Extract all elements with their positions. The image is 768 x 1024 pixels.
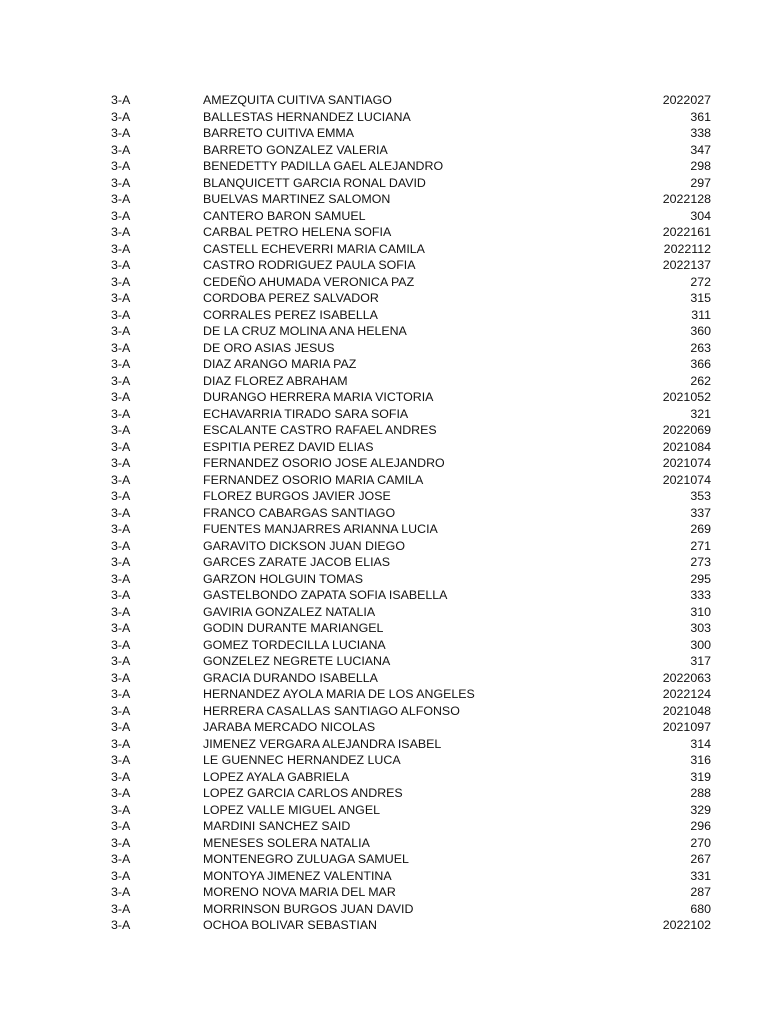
group-cell: 3-A	[111, 390, 131, 404]
student-code-cell: 2022137	[662, 258, 711, 272]
group-cell: 3-A	[111, 324, 131, 338]
group-cell: 3-A	[111, 439, 131, 454]
group-cell: 3-A	[111, 489, 131, 503]
list-row	[0, 835, 768, 852]
student-code-cell: 321	[690, 406, 711, 421]
student-name-cell: JARABA MERCADO NICOLAS	[203, 720, 376, 734]
student-code-cell: 315	[690, 291, 711, 305]
student-name-cell: DE LA CRUZ MOLINA ANA HELENA	[203, 324, 407, 338]
group-cell: 3-A	[111, 819, 131, 833]
student-name-cell: DE ORO ASIAS JESUS	[203, 340, 335, 355]
student-name-cell: CASTELL ECHEVERRI MARIA CAMILA	[203, 241, 425, 256]
student-name-cell: LOPEZ VALLE MIGUEL ANGEL	[203, 802, 380, 817]
list-row	[0, 389, 768, 406]
student-code-cell: 298	[690, 159, 711, 173]
student-name-cell: BUELVAS MARTINEZ SALOMON	[203, 192, 391, 206]
student-code-cell: 273	[690, 555, 711, 569]
student-name-cell: BLANQUICETT GARCIA RONAL DAVID	[203, 175, 426, 190]
student-name-cell: DURANGO HERRERA MARIA VICTORIA	[203, 390, 434, 404]
group-cell: 3-A	[111, 621, 131, 635]
group-cell: 3-A	[111, 637, 131, 652]
group-cell: 3-A	[111, 588, 131, 602]
student-name-cell: DIAZ FLOREZ ABRAHAM	[203, 373, 348, 388]
group-cell: 3-A	[111, 555, 131, 569]
group-cell: 3-A	[111, 720, 131, 734]
student-name-cell: LE GUENNEC HERNANDEZ LUCA	[203, 753, 401, 767]
student-code-cell: 2021074	[662, 456, 711, 470]
group-cell: 3-A	[111, 357, 131, 371]
student-name-cell: CORRALES PEREZ ISABELLA	[203, 307, 378, 322]
group-cell: 3-A	[111, 109, 131, 124]
student-code-cell: 2022063	[662, 670, 711, 685]
group-cell: 3-A	[111, 241, 131, 256]
student-name-cell: FERNANDEZ OSORIO MARIA CAMILA	[203, 472, 424, 487]
student-name-cell: GONZELEZ NEGRETE LUCIANA	[203, 654, 391, 668]
student-code-cell: 288	[690, 786, 711, 800]
list-row	[0, 868, 768, 885]
group-cell: 3-A	[111, 472, 131, 487]
student-code-cell: 2022069	[662, 423, 711, 437]
list-row	[0, 851, 768, 868]
student-code-cell: 2021048	[662, 703, 711, 718]
student-name-cell: FUENTES MANJARRES ARIANNA LUCIA	[203, 522, 438, 536]
student-code-cell: 2021097	[662, 720, 711, 734]
student-code-cell: 338	[690, 126, 711, 140]
student-code-cell: 2021052	[662, 390, 711, 404]
student-name-cell: MORRINSON BURGOS JUAN DAVID	[203, 901, 414, 916]
list-row	[0, 241, 768, 258]
student-code-cell: 2022102	[662, 918, 711, 932]
list-row	[0, 785, 768, 802]
group-cell: 3-A	[111, 786, 131, 800]
student-name-cell: ESCALANTE CASTRO RAFAEL ANDRES	[203, 423, 437, 437]
group-cell: 3-A	[111, 274, 131, 289]
list-row	[0, 224, 768, 241]
group-cell: 3-A	[111, 208, 131, 223]
list-row	[0, 142, 768, 159]
list-row	[0, 373, 768, 390]
student-name-cell: MARDINI SANCHEZ SAID	[203, 819, 351, 833]
student-name-cell: GARCES ZARATE JACOB ELIAS	[203, 555, 391, 569]
student-name-cell: MENESES SOLERA NATALIA	[203, 835, 370, 850]
student-name-cell: ECHAVARRIA TIRADO SARA SOFIA	[203, 406, 409, 421]
list-row	[0, 554, 768, 571]
student-name-cell: BARRETO GONZALEZ VALERIA	[203, 142, 388, 157]
student-name-cell: MONTENEGRO ZULUAGA SAMUEL	[203, 852, 409, 866]
student-name-cell: GAVIRIA GONZALEZ NATALIA	[203, 604, 376, 619]
group-cell: 3-A	[111, 901, 131, 916]
student-name-cell: CANTERO BARON SAMUEL	[203, 208, 366, 223]
group-cell: 3-A	[111, 604, 131, 619]
list-row	[0, 719, 768, 736]
list-row	[0, 736, 768, 753]
list-row	[0, 620, 768, 637]
student-code-cell: 2022161	[662, 225, 711, 239]
list-row	[0, 257, 768, 274]
student-name-cell: CORDOBA PEREZ SALVADOR	[203, 291, 379, 305]
list-row	[0, 505, 768, 522]
student-code-cell: 2021074	[662, 472, 711, 487]
group-cell: 3-A	[111, 456, 131, 470]
student-name-cell: LOPEZ GARCIA CARLOS ANDRES	[203, 786, 403, 800]
group-cell: 3-A	[111, 291, 131, 305]
group-cell: 3-A	[111, 505, 131, 520]
student-name-cell: GRACIA DURANDO ISABELLA	[203, 670, 378, 685]
group-cell: 3-A	[111, 687, 131, 701]
student-code-cell: 304	[690, 208, 711, 223]
student-name-cell: FERNANDEZ OSORIO JOSE ALEJANDRO	[203, 456, 445, 470]
student-code-cell: 360	[690, 324, 711, 338]
group-cell: 3-A	[111, 885, 131, 899]
student-code-cell: 262	[690, 373, 711, 388]
group-cell: 3-A	[111, 93, 131, 107]
student-name-cell: BARRETO CUITIVA EMMA	[203, 126, 355, 140]
list-row	[0, 521, 768, 538]
student-code-cell: 2022124	[662, 687, 711, 701]
student-code-cell: 295	[690, 571, 711, 586]
list-row	[0, 109, 768, 126]
student-code-cell: 2022112	[663, 241, 711, 256]
group-cell: 3-A	[111, 703, 131, 718]
list-row	[0, 323, 768, 340]
student-code-cell: 2022027	[662, 93, 711, 107]
student-name-cell: BALLESTAS HERNANDEZ LUCIANA	[203, 109, 411, 124]
group-cell: 3-A	[111, 736, 131, 751]
list-row	[0, 653, 768, 670]
list-row	[0, 455, 768, 472]
list-row	[0, 637, 768, 654]
student-name-cell: GOMEZ TORDECILLA LUCIANA	[203, 637, 386, 652]
list-row	[0, 538, 768, 555]
list-row	[0, 92, 768, 109]
student-code-cell: 310	[690, 604, 711, 619]
student-name-cell: HERNANDEZ AYOLA MARIA DE LOS ANGELES	[203, 687, 475, 701]
list-row	[0, 752, 768, 769]
group-cell: 3-A	[111, 192, 131, 206]
student-code-cell: 680	[690, 901, 711, 916]
group-cell: 3-A	[111, 126, 131, 140]
student-code-cell: 319	[690, 769, 711, 784]
student-code-cell: 2022128	[662, 192, 711, 206]
list-row	[0, 307, 768, 324]
student-name-cell: CEDEÑO AHUMADA VERONICA PAZ	[203, 274, 415, 289]
group-cell: 3-A	[111, 918, 131, 932]
group-cell: 3-A	[111, 142, 131, 157]
student-name-cell: OCHOA BOLIVAR SEBASTIAN	[203, 918, 377, 932]
list-row	[0, 686, 768, 703]
student-name-cell: LOPEZ AYALA GABRIELA	[203, 769, 350, 784]
list-row	[0, 703, 768, 720]
list-row	[0, 802, 768, 819]
list-row	[0, 670, 768, 687]
student-code-cell: 271	[690, 538, 711, 553]
student-code-cell: 297	[690, 175, 711, 190]
student-code-cell: 270	[690, 835, 711, 850]
student-name-cell: FLOREZ BURGOS JAVIER JOSE	[203, 489, 391, 503]
list-row	[0, 769, 768, 786]
student-name-cell: JIMENEZ VERGARA ALEJANDRA ISABEL	[203, 736, 442, 751]
list-row	[0, 175, 768, 192]
list-row	[0, 488, 768, 505]
list-row	[0, 340, 768, 357]
student-code-cell: 269	[690, 522, 711, 536]
list-row	[0, 439, 768, 456]
group-cell: 3-A	[111, 654, 131, 668]
list-row	[0, 587, 768, 604]
student-code-cell: 296	[690, 819, 711, 833]
student-code-cell: 314	[690, 736, 711, 751]
student-code-cell: 366	[690, 357, 711, 371]
group-cell: 3-A	[111, 225, 131, 239]
student-name-cell: FRANCO CABARGAS SANTIAGO	[203, 505, 396, 520]
student-name-cell: BENEDETTY PADILLA GAEL ALEJANDRO	[203, 159, 444, 173]
list-row	[0, 290, 768, 307]
group-cell: 3-A	[111, 538, 131, 553]
student-code-cell: 337	[690, 505, 711, 520]
group-cell: 3-A	[111, 835, 131, 850]
list-row	[0, 472, 768, 489]
group-cell: 3-A	[111, 175, 131, 190]
student-name-cell: CASTRO RODRIGUEZ PAULA SOFIA	[203, 258, 416, 272]
group-cell: 3-A	[111, 670, 131, 685]
group-cell: 3-A	[111, 769, 131, 784]
student-name-cell: GARZON HOLGUIN TOMAS	[203, 571, 363, 586]
group-cell: 3-A	[111, 373, 131, 388]
list-row	[0, 818, 768, 835]
group-cell: 3-A	[111, 522, 131, 536]
group-cell: 3-A	[111, 868, 131, 883]
group-cell: 3-A	[111, 753, 131, 767]
student-list	[0, 92, 768, 934]
student-code-cell: 287	[690, 885, 711, 899]
student-name-cell: CARBAL PETRO HELENA SOFIA	[203, 225, 392, 239]
student-code-cell: 300	[690, 637, 711, 652]
list-row	[0, 208, 768, 225]
student-code-cell: 263	[690, 340, 711, 355]
student-name-cell: DIAZ ARANGO MARIA PAZ	[203, 357, 357, 371]
student-name-cell: MONTOYA JIMENEZ VALENTINA	[203, 868, 392, 883]
group-cell: 3-A	[111, 307, 131, 322]
student-code-cell: 316	[690, 753, 711, 767]
student-code-cell: 272	[690, 274, 711, 289]
student-name-cell: MORENO NOVA MARIA DEL MAR	[203, 885, 396, 899]
student-code-cell: 311	[691, 307, 711, 322]
student-code-cell: 317	[690, 654, 711, 668]
list-row	[0, 422, 768, 439]
group-cell: 3-A	[111, 159, 131, 173]
list-row	[0, 917, 768, 934]
student-code-cell: 303	[690, 621, 711, 635]
group-cell: 3-A	[111, 802, 131, 817]
list-row	[0, 884, 768, 901]
list-row	[0, 604, 768, 621]
student-code-cell: 267	[690, 852, 711, 866]
student-name-cell: AMEZQUITA CUITIVA SANTIAGO	[203, 93, 392, 107]
student-code-cell: 329	[690, 802, 711, 817]
list-row	[0, 571, 768, 588]
list-row	[0, 274, 768, 291]
list-row	[0, 901, 768, 918]
student-name-cell: GARAVITO DICKSON JUAN DIEGO	[203, 538, 405, 553]
student-code-cell: 331	[690, 868, 711, 883]
student-code-cell: 361	[690, 109, 711, 124]
list-row	[0, 356, 768, 373]
student-code-cell: 353	[690, 489, 711, 503]
student-name-cell: HERRERA CASALLAS SANTIAGO ALFONSO	[203, 703, 460, 718]
student-code-cell: 347	[690, 142, 711, 157]
list-row	[0, 406, 768, 423]
group-cell: 3-A	[111, 258, 131, 272]
group-cell: 3-A	[111, 852, 131, 866]
list-row	[0, 158, 768, 175]
group-cell: 3-A	[111, 406, 131, 421]
group-cell: 3-A	[111, 340, 131, 355]
group-cell: 3-A	[111, 423, 131, 437]
list-row	[0, 191, 768, 208]
student-name-cell: ESPITIA PEREZ DAVID ELIAS	[203, 439, 374, 454]
list-row	[0, 125, 768, 142]
student-name-cell: GASTELBONDO ZAPATA SOFIA ISABELLA	[203, 588, 448, 602]
student-code-cell: 2021084	[662, 439, 711, 454]
student-name-cell: GODIN DURANTE MARIANGEL	[203, 621, 384, 635]
student-code-cell: 333	[690, 588, 711, 602]
group-cell: 3-A	[111, 571, 131, 586]
